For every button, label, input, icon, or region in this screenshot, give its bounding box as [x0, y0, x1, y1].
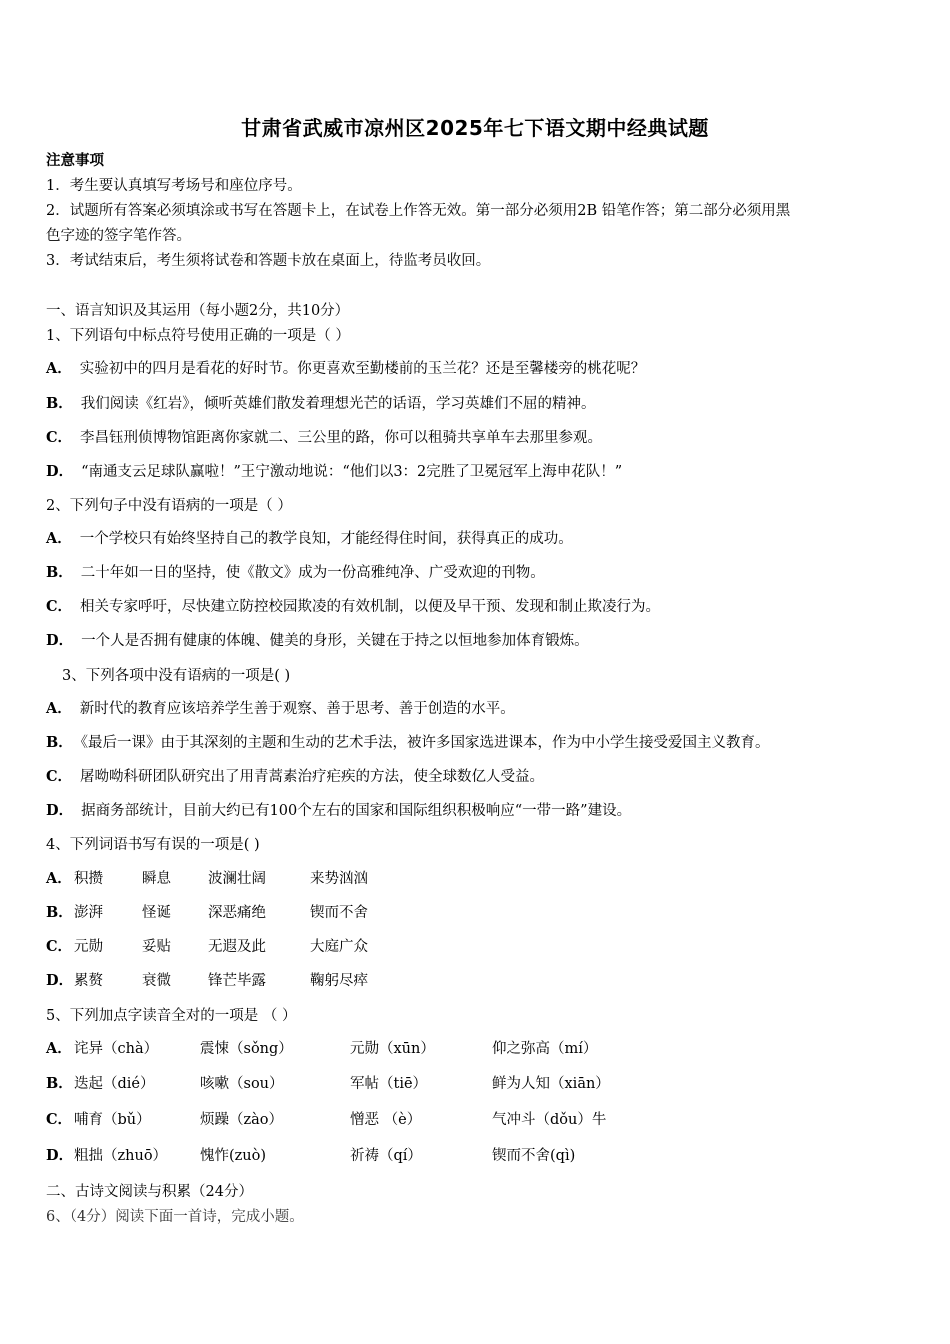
- option-text: 一个人是否拥有健康的体魄、健美的身形，关键在于持之以恒地参加体育锻炼。: [81, 633, 589, 649]
- option-row: [46, 563, 545, 583]
- option-label: A．: [46, 870, 72, 887]
- option-text: “南通支云足球队赢啦！”王宁激动地说：“他们以3：2完胜了卫冕冠军上海申花队！”: [81, 464, 623, 480]
- option-label: A．: [46, 700, 72, 717]
- option-cell: 无遐及此: [208, 939, 266, 955]
- option-cell: 妥贴: [142, 939, 171, 955]
- option-cell: 衰微: [142, 973, 171, 989]
- option-cell: 粗拙（zhuō）: [74, 1148, 168, 1164]
- question-stem: 4、下列词语书写有误的一项是( ): [46, 837, 260, 853]
- option-row: [46, 462, 622, 482]
- option-cell: 气冲斗（dǒu）牛: [492, 1112, 607, 1128]
- option-text: 新时代的教育应该培养学生善于观察、善于思考、善于创造的水平。: [79, 701, 515, 717]
- option-cell: 鞠躬尽瘁: [310, 973, 368, 989]
- option-label: B．: [46, 395, 73, 412]
- section-heading: 一、语言知识及其运用（每小题2分，共10分）: [46, 303, 350, 319]
- option-cell: 祈祷（qí）: [350, 1148, 422, 1164]
- notice-heading: 注意事项: [46, 152, 104, 169]
- notice-item: 1．考生要认真填写考场号和座位序号。: [46, 178, 302, 194]
- page-title: 甘肃省武威市凉州区2025年七下语文期中经典试题: [241, 116, 709, 140]
- notice-item: 3．考试结束后，考生须将试卷和答题卡放在桌面上，待监考员收回。: [46, 253, 491, 269]
- option-row: [46, 869, 906, 889]
- option-label: D．: [46, 1147, 74, 1164]
- option-cell: 锲而不舍: [310, 905, 368, 921]
- option-cell: 仰之弥高（mí）: [492, 1041, 598, 1057]
- option-row: [46, 1146, 906, 1166]
- option-cell: 澎湃: [74, 905, 103, 921]
- option-row: [46, 733, 770, 753]
- option-row: [46, 1110, 906, 1130]
- option-label: B．: [46, 734, 73, 751]
- option-label: B．: [46, 564, 73, 581]
- option-cell: 大庭广众: [310, 939, 368, 955]
- option-cell: 深恶痛绝: [208, 905, 266, 921]
- option-cell: 瞬息: [142, 871, 171, 887]
- option-cell: 烦躁（zào）: [200, 1112, 284, 1128]
- option-cell: 元勋（xūn）: [350, 1041, 435, 1057]
- option-row: [46, 394, 596, 414]
- option-text: 李昌钰刑侦博物馆距离你家就二、三公里的路，你可以租骑共享单车去那里参观。: [80, 430, 603, 446]
- question-stem: 1、下列语句中标点符号使用正确的一项是（ ）: [46, 328, 350, 344]
- notice-item: 2．试题所有答案必须填涂或书写在答题卡上，在试卷上作答无效。第一部分必须用2B 铅笔作答；第二部分必须用黑: [46, 203, 791, 219]
- option-text: 屠呦呦科研团队研究出了用青蒿素治疗疟疾的方法，使全球数亿人受益。: [80, 769, 545, 785]
- option-row: [46, 937, 906, 957]
- option-cell: 憎恶 （è）: [350, 1112, 422, 1128]
- option-text: 相关专家呼吁，尽快建立防控校园欺凌的有效机制，以便及早干预、发现和制止欺凌行为。: [80, 599, 661, 615]
- question-stem: 2、下列句子中没有语病的一项是（ ）: [46, 498, 292, 514]
- option-text: 我们阅读《红岩》，倾听英雄们散发着理想光芒的话语，学习英雄们不屈的精神。: [80, 396, 596, 412]
- option-label: A．: [46, 530, 72, 547]
- option-cell: 愧怍(zuò): [200, 1148, 267, 1164]
- question-stem: 3、下列各项中没有语病的一项是( ): [62, 668, 291, 684]
- option-text: 二十年如一日的坚持，使《散文》成为一份高雅纯净、广受欢迎的刊物。: [80, 565, 545, 581]
- option-label: A．: [46, 360, 72, 377]
- option-label: C．: [46, 938, 73, 955]
- option-text: 实验初中的四月是看花的好时节。你更喜欢至勤楼前的玉兰花？还是至馨楼旁的桃花呢？: [79, 361, 646, 377]
- notice-item: 色字迹的签字笔作答。: [46, 228, 191, 244]
- option-row: [46, 767, 544, 787]
- option-row: [46, 1039, 906, 1059]
- option-row: [46, 529, 573, 549]
- option-row: [46, 1074, 906, 1094]
- option-row: [46, 631, 589, 651]
- option-cell: 锲而不舍(qì): [492, 1148, 576, 1164]
- option-text: 《最后一课》由于其深刻的主题和生动的艺术手法，被许多国家选进课本，作为中小学生接受爱国主义教育。: [80, 735, 770, 751]
- option-row: [46, 971, 906, 991]
- option-text: 一个学校只有始终坚持自己的教学良知，才能经得住时间，获得真正的成功。: [79, 531, 573, 547]
- option-cell: 震悚（sǒng）: [200, 1041, 293, 1057]
- option-label: B．: [46, 1075, 73, 1092]
- option-cell: 咳嗽（sou）: [200, 1076, 284, 1092]
- option-row: [46, 903, 906, 923]
- option-cell: 锋芒毕露: [208, 973, 266, 989]
- option-label: D．: [46, 972, 74, 989]
- option-label: C．: [46, 429, 73, 446]
- option-text: 据商务部统计，目前大约已有100个左右的国家和国际组织积极响应“一带一路”建设。: [81, 803, 632, 819]
- option-row: [46, 428, 602, 448]
- option-row: [46, 359, 645, 379]
- option-cell: 元勋: [74, 939, 103, 955]
- option-label: D．: [46, 802, 74, 819]
- option-cell: 累赘: [74, 973, 103, 989]
- option-label: A．: [46, 1040, 72, 1057]
- option-cell: 波澜壮阔: [208, 871, 266, 887]
- option-row: [46, 597, 660, 617]
- option-label: C．: [46, 768, 73, 785]
- option-cell: 来势汹汹: [310, 871, 368, 887]
- option-cell: 哺育（bǔ）: [74, 1112, 151, 1128]
- option-cell: 迭起（dié）: [74, 1076, 155, 1092]
- option-cell: 诧异（chà）: [74, 1041, 159, 1057]
- option-row: [46, 801, 631, 821]
- option-cell: 怪诞: [142, 905, 171, 921]
- section-heading: 二、古诗文阅读与积累（24分）: [46, 1184, 253, 1200]
- option-label: C．: [46, 598, 73, 615]
- option-cell: 军帖（tiē）: [350, 1076, 428, 1092]
- question-stem: 5、下列加点字读音全对的一项是 （ ）: [46, 1008, 297, 1024]
- option-row: [46, 699, 515, 719]
- option-label: B．: [46, 904, 73, 921]
- question-stem: 6、（4分）阅读下面一首诗，完成小题。: [46, 1209, 304, 1225]
- option-label: D．: [46, 632, 74, 649]
- option-label: D．: [46, 463, 74, 480]
- option-label: C．: [46, 1111, 73, 1128]
- option-cell: 积攒: [74, 871, 103, 887]
- option-cell: 鲜为人知（xiān）: [492, 1076, 610, 1092]
